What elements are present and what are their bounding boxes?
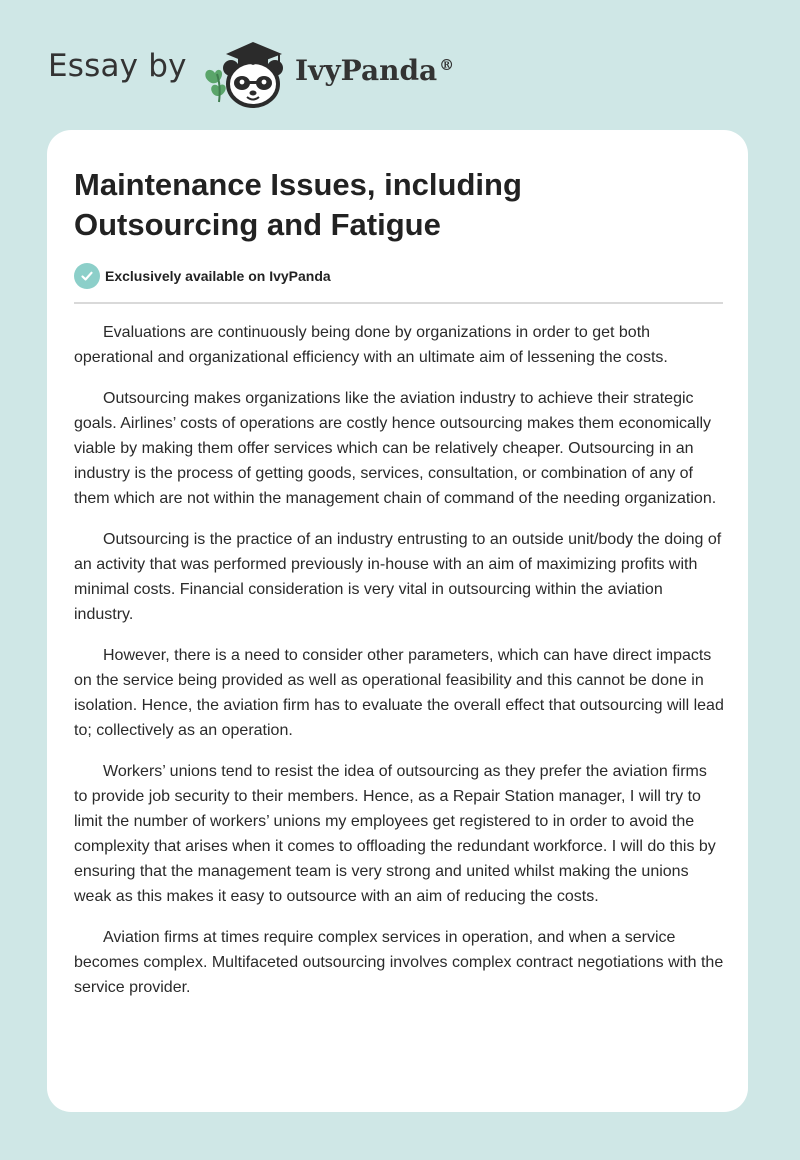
paragraph: Evaluations are continuously being done by organizations in order to get both operational and organizational efficiency with an ultimate aim of lessening the costs.	[74, 324, 668, 366]
site-header	[48, 34, 568, 110]
paragraph: Outsourcing is the practice of an industry entrusting to an outside unit/body the doing of an activity that was performed previously in-house with an aim of maximizing profits with minimal costs. Financial consideration is very vital in outsourcing within the aviation industry.	[74, 531, 722, 623]
paragraph: Workers’ unions tend to resist the idea of outsourcing as they prefer the aviation firms to provide job security to their members. Hence, as a Repair Station manager, I will try to limit the number of workers’ unions my employees get registered to in order to avoid the complexity that arises when it comes to offloading the redundant workforce. I will do this by ensuring that the management team is very strong and united whilst making the unions weak as this makes it easy to outsource with an aim of reducing the costs.	[74, 763, 716, 905]
exclusive-badge-text: Exclusively available on IvyPanda	[105, 268, 331, 284]
paragraph: Aviation firms at times require complex services in operation, and when a service becomes complex. Multifaceted outsourcing involves complex contract negotiations with the service provider.	[74, 929, 724, 996]
page-title: Maintenance Issues, including Outsourcing and Fatigue	[74, 167, 522, 242]
essay-by-label: Essay by	[48, 48, 187, 84]
check-circle-icon	[74, 263, 100, 289]
paragraph: However, there is a need to consider other parameters, which can have direct impacts on the service being provided as well as operational feasibility and this cannot be done in isolation. Hence, the aviation firm has to evaluate the overall effect that outsourcing will lead to; collectively as an operation.	[74, 647, 724, 739]
essay-card	[47, 130, 748, 1112]
brand-name[interactable]: IvyPanda ®	[295, 54, 455, 87]
essay-body	[74, 320, 724, 1016]
title-divider	[74, 302, 723, 304]
exclusive-badge	[74, 263, 331, 289]
registered-mark: ®	[439, 55, 455, 74]
panda-graduation-cap-logo-icon[interactable]	[202, 34, 294, 110]
paragraph: Outsourcing makes organizations like the aviation industry to achieve their strategic goals. Airlines’ costs of operations are costly hence outsourcing makes them economically viable by making them offer services which can be relatively cheaper. Outsourcing in an industry is the process of getting goods, services, consultation, or combination of any of them which are not within the management chain of command of the needing organization.	[74, 390, 717, 507]
